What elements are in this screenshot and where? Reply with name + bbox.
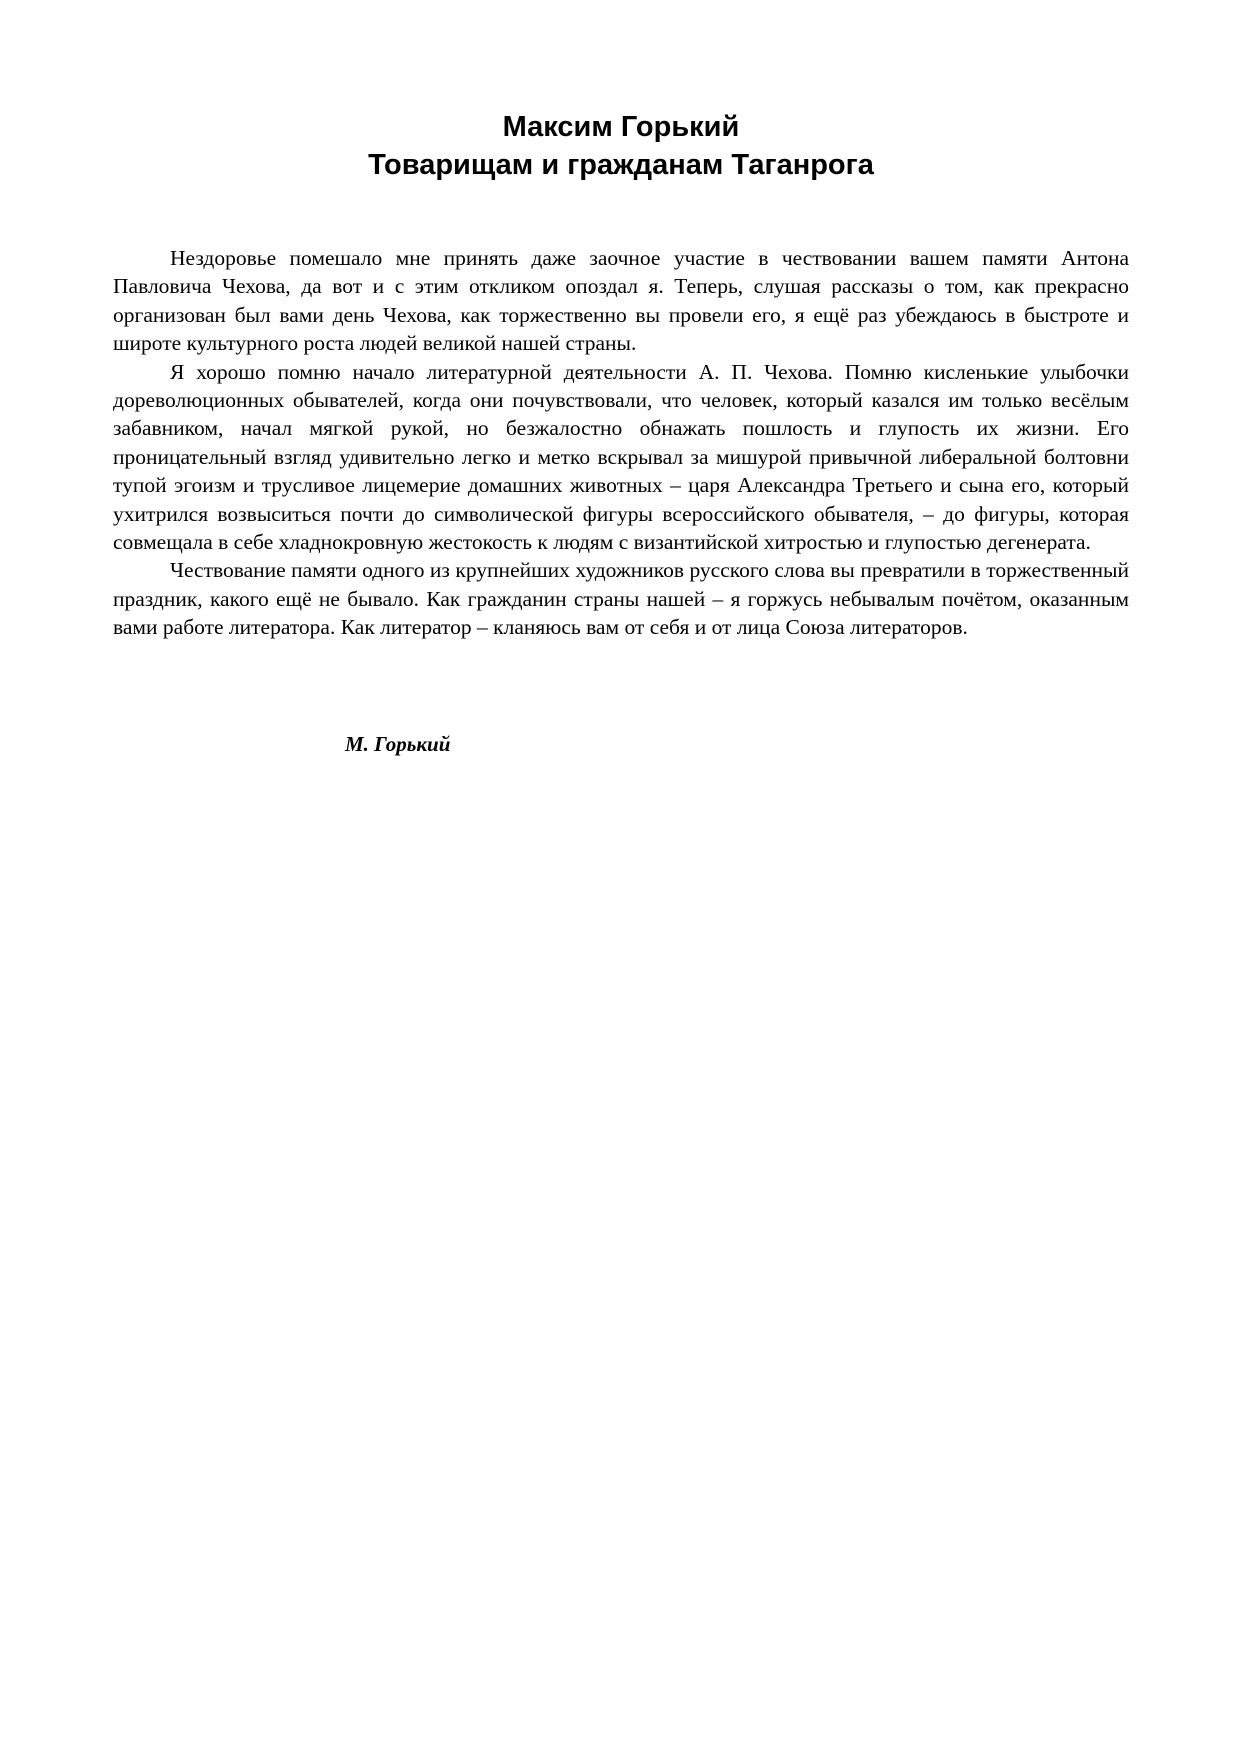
paragraph-2: Я хорошо помню начало литературной деятельности А. П. Чехова. Помню кисленькие улыбочки дореволюционных обывателей, когда они почувствовали, что человек, который казался им только весёлым забавником, начал мягкой рукой, но безжалостно обнажать пошлость и глупость их жизни. Его проницательный взгляд удивительно легко и метко вскрывал за мишурой привычной либеральной болтовни тупой эгоизм и трусливое лицемерие домашних животных – царя Александра Третьего и сына его, который ухитрился возвыситься почти до символической фигуры всероссийского обывателя, – до фигуры, которая совмещала в себе хладнокровную жестокость к людям с византийской хитростью и глупостью дегенерата.	[113, 359, 1129, 555]
signature: М. Горький	[345, 732, 451, 756]
page-title: Товарищам и гражданам Таганрога	[368, 149, 874, 181]
paragraph-1: Нездоровье помешало мне принять даже заочное участие в чествовании вашем памяти Антона Павловича Чехова, да вот и с этим откликом опоздал я. Теперь, слушая рассказы о том, как прекрасно организован был вами день Чехова, как торжественно вы провели его, я ещё раз убеждаюсь в быстроте и широте культурного роста людей великой нашей страны.	[113, 246, 1129, 356]
paragraph-3: Чествование памяти одного из крупнейших художников русского слова вы превратили в торжественный праздник, какого ещё не бывало. Как гражданин страны нашей – я горжусь небывалым почётом, оказанным вами работе литератора. Как литератор – кланяюсь вам от себя и от лица Союза литераторов.	[113, 558, 1129, 640]
document-header	[0, 108, 1242, 184]
document-body	[113, 244, 1129, 642]
author-heading: Максим Горький	[502, 111, 740, 143]
